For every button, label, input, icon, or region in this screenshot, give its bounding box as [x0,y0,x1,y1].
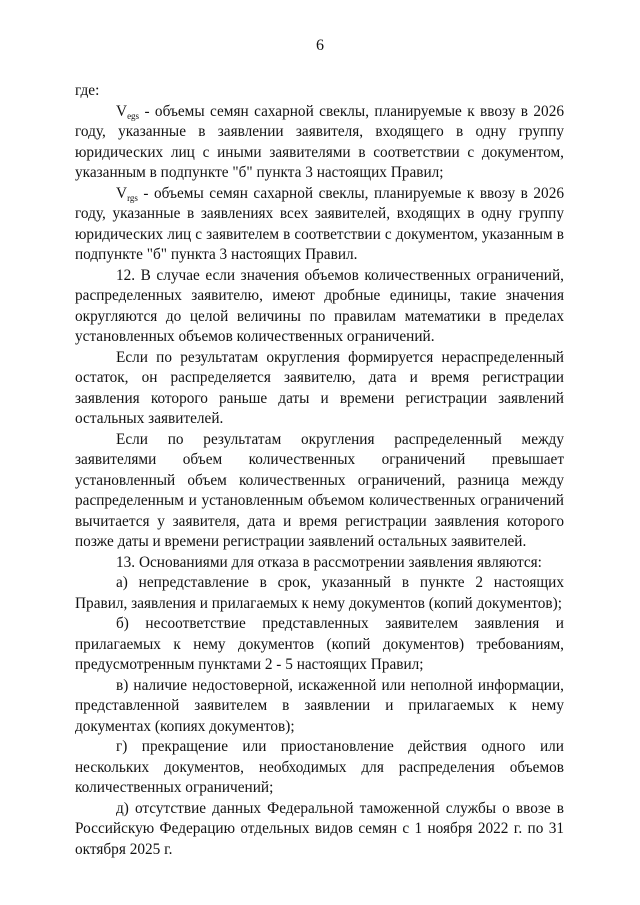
paragraph-12: 12. В случае если значения объемов количественных ограничений, распределенных заявителю, имеют дробные единицы, такие значения округляются до целой величины по правилам математики в пределах установленных объемов количественных ограничений. [75,266,564,345]
list-item-b: б) несоответствие представленных заявителем заявления и прилагаемых к нему документов (копий документов) требованиям, предусмотренным пунктами 2 - 5 настоящих Правил; [75,615,564,673]
paragraph-12-remainder: Если по результатам округления формируется нераспределенный остаток, он распределяется заявителю, дата и время регистрации заявления которого раньше даты и времени регистрации заявлений остальных заявителей. [75,348,564,427]
variable-subscript: egs [127,110,140,121]
page-number: 6 [316,37,324,54]
list-item-a: а) непредставление в срок, указанный в пункте 2 настоящих Правил, заявления и прилагаемых к нему документов (копий документов); [75,574,564,612]
list-item-d: д) отсутствие данных Федеральной таможенной службы о ввозе в Российскую Федерацию отдельных видов семян с 1 ноября 2022 г. по 31 октября 2025 г. [75,799,564,858]
document-body [75,81,564,860]
variable-description: - объемы семян сахарной свеклы, планируемые к ввозу в 2026 году, указанные в заявлениях всех заявителей, входящих в одну группу юридических лиц с заявителем в соответствии с документом, указанным в подпункте "б" пункта 3 настоящих Правил. [75,184,564,263]
variable-symbol: V [116,102,128,120]
list-item-v: в) наличие недостоверной, искаженной или неполной информации, представленной заявителем в заявлении и прилагаемых к нему документах (копиях документов); [75,676,564,735]
where-label: где: [75,82,100,99]
paragraph-13: 13. Основаниями для отказа в рассмотрении заявления являются: [116,553,542,571]
variable-description: - объемы семян сахарной свеклы, планируемые к ввозу в 2026 году, указанные в заявлении заявителя, входящего в одну группу юридических лиц с иными заявителями в соответствии с документом, указанным в подпункте "б" пункта 3 настоящих Правил; [75,102,564,181]
variable-subscript: rgs [127,192,138,203]
variable-definition-vegs [75,102,564,184]
variable-definition-vrgs [75,184,564,266]
list-item-g: г) прекращение или приостановление действия одного или нескольких документов, необходимых для распределения объемов количественных ограничений; [75,738,564,796]
paragraph-12-excess: Если по результатам округления распределенный между заявителями объем количественных ограничений превышает установленный объем количественных ограничений, разница между распределенным и установленным объемом количественных ограничений вычитается у заявителя, дата и время регистрации заявления которого позже даты и времени регистрации заявлений остальных заявителей. [75,430,564,550]
variable-symbol: V [116,184,128,202]
